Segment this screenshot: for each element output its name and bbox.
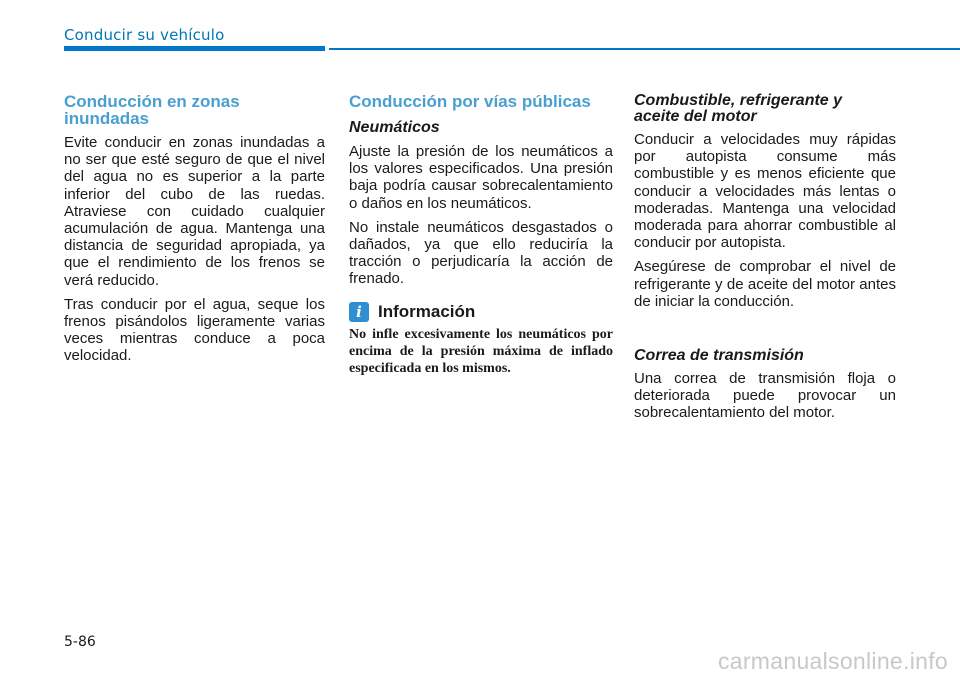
section-title: Conducir su vehículo — [64, 26, 225, 44]
paragraph: Una correa de transmisión floja o deteriorada puede provocar un sobrecalentamiento del motor. — [634, 370, 896, 422]
column-public-roads — [349, 93, 613, 377]
subheading-tires: Neumáticos — [349, 119, 440, 136]
info-label: Información — [378, 301, 476, 321]
subheading-drive-belt: Correa de transmisión — [634, 347, 804, 365]
paragraph: Ajuste la presión de los neumáticos a los valores especificados. Una presión baja podría causar sobrecalentamiento o daños en los neumáticos. — [349, 143, 613, 212]
paragraph: Evite conducir en zonas inundadas a no ser que esté seguro de que el nivel del agua no es superior a la parte inferior del cubo de las ruedas. Atraviese con cuidado cualquier acumulación de agua. Mantenga una distancia de seguridad apropiada, ya que el rendimiento de los frenos se verá reducido. — [64, 134, 325, 289]
column-fuel-belt — [634, 93, 896, 429]
paragraph: No instale neumáticos desgastados o dañados, ya que ello reduciría la tracción o perjudicaría la acción de frenado. — [349, 218, 613, 288]
info-text: No infle excesivamente los neumáticos por encima de la presión máxima de inflado especificada en los mismos. — [349, 326, 613, 376]
heading-public-roads: Conducción por vías públicas — [349, 92, 591, 111]
column-flooded-areas — [64, 93, 325, 372]
info-box-header — [349, 302, 613, 322]
page-number: 5-86 — [64, 634, 96, 650]
heading-flooded-areas: Conducción en zonas inundadas — [64, 92, 240, 128]
info-icon: i — [349, 302, 369, 322]
paragraph: Asegúrese de comprobar el nivel de refrigerante y de aceite del motor antes de iniciar la conducción. — [634, 258, 896, 310]
header-rule-thin — [329, 48, 960, 50]
paragraph: Conducir a velocidades muy rápidas por autopista consume más combustible y es menos eficiente que conducir a velocidades más lentas o moderadas. Mantenga una velocidad moderada para ahorrar combustible al conducir por autopista. — [634, 131, 896, 252]
header-rule-thick — [64, 46, 325, 51]
watermark: carmanualsonline.info — [717, 648, 948, 674]
paragraph: Tras conducir por el agua, seque los frenos pisándolos ligeramente varias veces mientras conduce a poca velocidad. — [64, 295, 325, 365]
subheading-fuel-coolant-oil: Combustible, refrigerante y aceite del motor — [634, 92, 843, 125]
